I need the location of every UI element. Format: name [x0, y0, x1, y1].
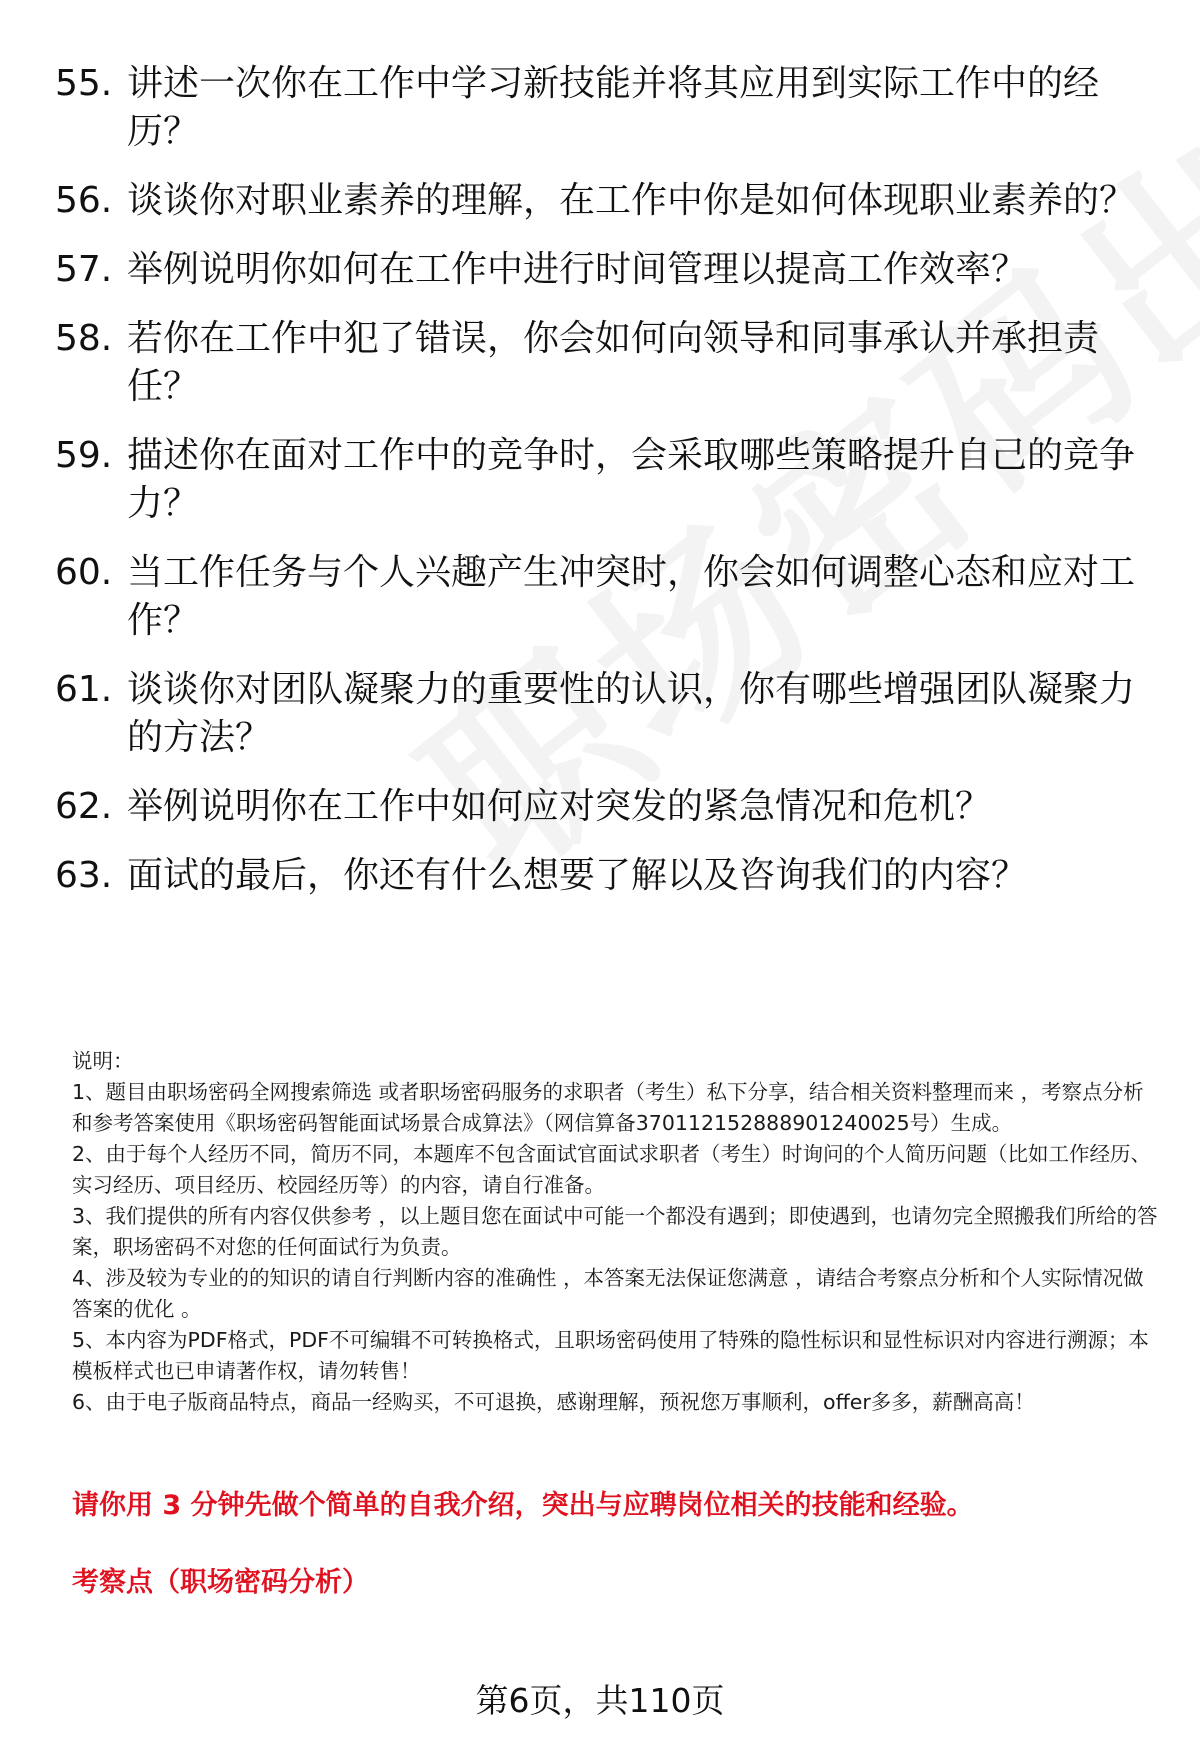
page-number: 第6页，共110页	[475, 1681, 725, 1720]
question-number: 59.	[55, 435, 113, 476]
question-text: 谈谈你对职业素养的理解，在工作中你是如何体现职业素养的？	[127, 180, 1136, 221]
question-item	[55, 246, 1145, 294]
question-text: 若你在工作中犯了错误，你会如何向领导和同事承认并承担责任？	[127, 318, 1100, 407]
question-text: 讲述一次你在工作中学习新技能并将其应用到实际工作中的经历？	[127, 63, 1100, 152]
intro-prompt: 请你用 3 分钟先做个简单的自我介绍，突出与应聘岗位相关的技能和经验。	[72, 1490, 974, 1521]
note-item: 4、涉及较为专业的的知识的请自行判断内容的准确性 ，本答案无法保证您满意 ，请结合考察点分析和个人实际情况做答案的优化 。	[72, 1266, 1144, 1321]
question-item	[55, 177, 1145, 225]
notes-section	[72, 1046, 1162, 1418]
question-number: 58.	[55, 318, 113, 359]
question-item	[55, 549, 1145, 645]
section-heading: 考察点（职场密码分析）	[72, 1567, 369, 1598]
note-item: 1、题目由职场密码全网搜索筛选 或者职场密码服务的求职者（考生）私下分享，结合相关资料整理而来 ，考察点分析和参考答案使用《职场密码智能面试场景合成算法》（网信算备370112152888901240025号）生成。	[72, 1080, 1144, 1135]
question-item	[55, 432, 1145, 528]
question-number: 55.	[55, 63, 113, 104]
question-item	[55, 666, 1145, 762]
question-list	[55, 60, 1145, 921]
notes-heading: 说明：	[72, 1049, 134, 1073]
note-item: 5、本内容为PDF格式，PDF不可编辑不可转换格式，且职场密码使用了特殊的隐性标识和显性标识对内容进行溯源；本模板样式也已申请著作权，请勿转售！	[72, 1328, 1149, 1383]
question-item	[55, 315, 1145, 411]
question-text: 描述你在面对工作中的竞争时，会采取哪些策略提升自己的竞争力？	[127, 435, 1136, 524]
note-item: 6、由于电子版商品特点，商品一经购买，不可退换，感谢理解，预祝您万事顺利，offer多多，薪酬高高！	[72, 1390, 1035, 1414]
question-item	[55, 783, 1145, 831]
question-number: 57.	[55, 249, 113, 290]
question-number: 61.	[55, 669, 113, 710]
question-item	[55, 852, 1145, 900]
question-number: 56.	[55, 180, 113, 221]
question-number: 62.	[55, 786, 113, 827]
question-text: 举例说明你在工作中如何应对突发的紧急情况和危机？	[127, 786, 992, 827]
question-text: 面试的最后，你还有什么想要了解以及咨询我们的内容？	[127, 855, 1028, 896]
note-item: 3、我们提供的所有内容仅供参考 ，以上题目您在面试中可能一个都没有遇到；即使遇到，也请勿完全照搬我们所给的答案，职场密码不对您的任何面试行为负责。	[72, 1204, 1158, 1259]
question-item	[55, 60, 1145, 156]
question-text: 举例说明你如何在工作中进行时间管理以提高工作效率？	[127, 249, 1028, 290]
question-text: 当工作任务与个人兴趣产生冲突时，你会如何调整心态和应对工作？	[127, 552, 1136, 641]
question-text: 谈谈你对团队凝聚力的重要性的认识，你有哪些增强团队凝聚力的方法？	[127, 669, 1136, 758]
question-number: 63.	[55, 855, 113, 896]
note-item: 2、由于每个人经历不同，简历不同，本题库不包含面试官面试求职者（考生）时询问的个人简历问题（比如工作经历、实习经历、项目经历、校园经历等）的内容，请自行准备。	[72, 1142, 1152, 1197]
question-number: 60.	[55, 552, 113, 593]
